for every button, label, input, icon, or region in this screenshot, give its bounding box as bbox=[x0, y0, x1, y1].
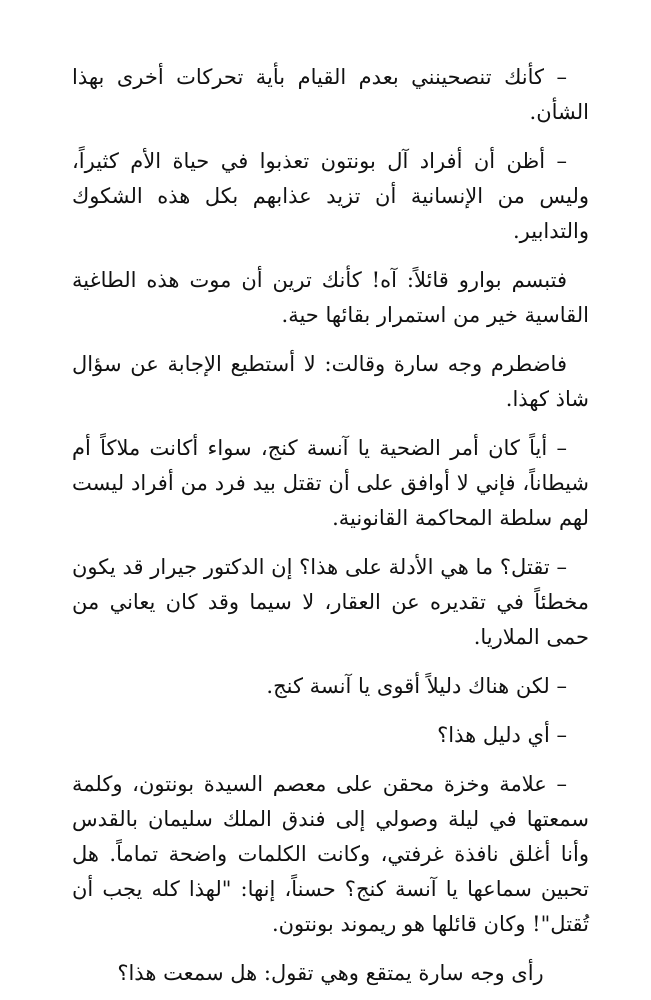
paragraph-8: – أي دليل هذا؟ bbox=[437, 723, 567, 747]
paragraph-1: – كأنك تنصحينني بعدم القيام بأية تحركات أخرى بهذا الشأن. bbox=[72, 65, 589, 124]
paragraph-3: فتبسم بوارو قائلاً: آه! كأنك ترين أن موت هذه الطاغية القاسية خير من استمرار بقائها حية. bbox=[72, 268, 589, 327]
paragraph-10: رأى وجه سارة يمتقع وهي تقول: هل سمعت هذا؟ bbox=[117, 961, 544, 985]
paragraph-5: – أياً كان أمر الضحية يا آنسة كنج، سواء أكانت ملاكاً أم شيطاناً، فإني لا أوافق على أن تقتل بيد فرد من أفراد ليست لهم سلطة المحاكمة القانونية. bbox=[72, 436, 589, 530]
paragraph-4: فاضطرم وجه سارة وقالت: لا أستطيع الإجابة عن سؤال شاذ كهذا. bbox=[72, 352, 589, 411]
paragraph-9: – علامة وخزة محقن على معصم السيدة بونتون، وكلمة سمعتها في ليلة وصولي إلى فندق الملك سليمان بالقدس وأنا أغلق نافذة غرفتي، وكانت الكلمات واضحة تماماً. هل تحبين سماعها يا آنسة كنج؟ حسناً، إنها: "لهذا كله يجب أن تُقتل"! وكان قائلها هو ريموند بونتون. bbox=[72, 772, 589, 936]
paragraph-2: – أظن أن أفراد آل بونتون تعذبوا في حياة الأم كثيراً، وليس من الإنسانية أن تزيد عذابهم بكل هذه الشكوك والتدابير. bbox=[72, 149, 589, 243]
paragraph-7: – لكن هناك دليلاً أقوى يا آنسة كنج. bbox=[266, 674, 567, 698]
paragraph-6: – تقتل؟ ما هي الأدلة على هذا؟ إن الدكتور جيرار قد يكون مخطئاً في تقديره عن العقار، لا سيما وقد كان يعاني من حمى الملاريا. bbox=[72, 555, 589, 649]
